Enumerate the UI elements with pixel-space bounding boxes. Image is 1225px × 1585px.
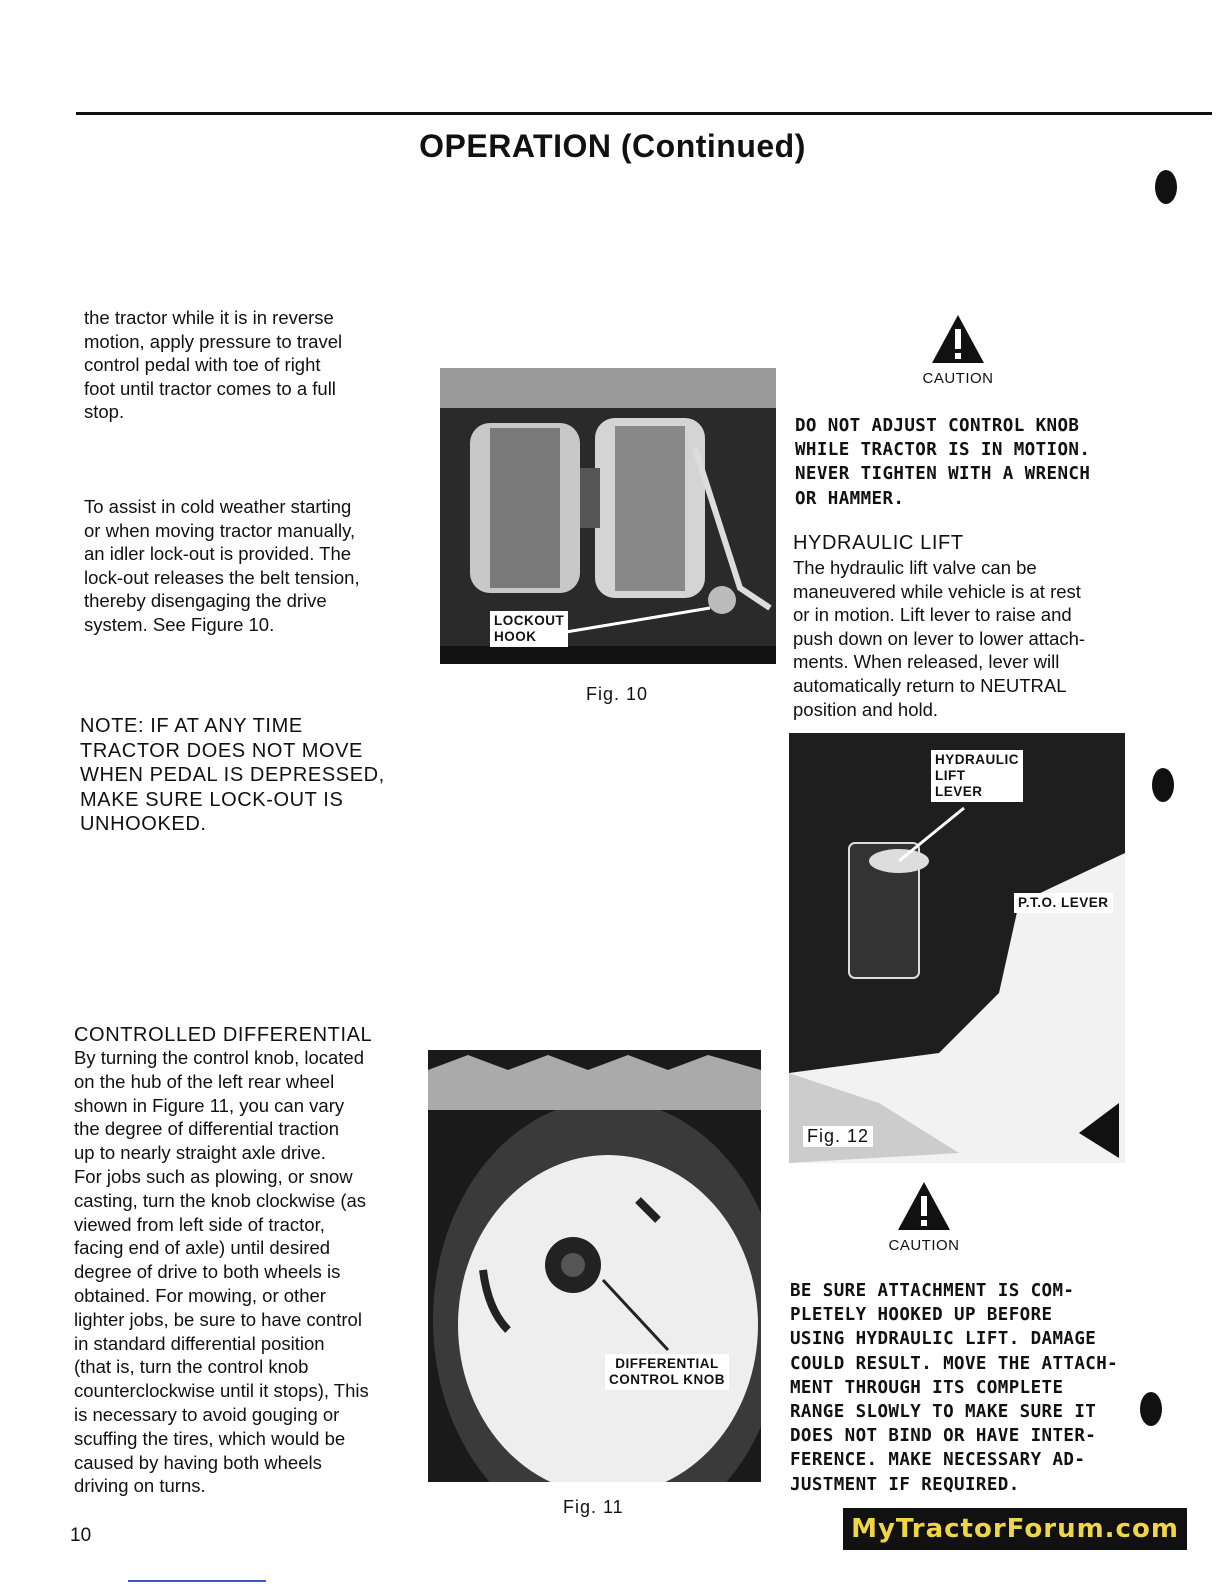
hydraulic-lift-heading: HYDRAULIC LIFT <box>793 532 964 554</box>
hydraulic-lift-lever-callout: HYDRAULIC LIFT LEVER <box>931 750 1023 802</box>
figure-11-photo <box>428 1050 761 1482</box>
caution-1 <box>898 313 1018 387</box>
figure-11-caption: Fig. 11 <box>563 1497 624 1517</box>
warning-triangle-icon <box>930 313 986 365</box>
figure-10-caption: Fig. 10 <box>586 684 649 704</box>
differential-heading: CONTROLLED DIFFERENTIAL <box>74 1024 373 1046</box>
figure-12-caption: Fig. 12 <box>803 1126 873 1147</box>
watermark-text: MyTractorForum.com <box>851 1514 1179 1544</box>
page-title: OPERATION (Continued) <box>419 128 806 164</box>
pto-lever-callout: P.T.O. LEVER <box>1014 893 1113 913</box>
page-number: 10 <box>70 1525 92 1546</box>
binder-hole-mark <box>1155 170 1177 204</box>
warning-triangle-icon <box>896 1180 952 1232</box>
watermark-logo[interactable] <box>843 1508 1187 1550</box>
binder-hole-mark <box>1152 768 1174 802</box>
caution-2-label: CAUTION <box>888 1237 960 1254</box>
tire-illustration <box>428 1050 761 1482</box>
caution-1-label: CAUTION <box>922 370 994 387</box>
note-paragraph: NOTE: IF AT ANY TIME TRACTOR DOES NOT MOVE WHEN PEDAL IS DEPRESSED, MAKE SURE LOCK-OUT IS UNHOOKED. <box>80 715 385 836</box>
caution-2 <box>864 1180 984 1254</box>
header-rule <box>76 112 1212 115</box>
binder-hole-mark <box>1140 1392 1162 1426</box>
caution-1-text: DO NOT ADJUST CONTROL KNOB WHILE TRACTOR IS IN MOTION. NEVER TIGHTEN WITH A WRENCH OR HAMMER. <box>795 416 1091 509</box>
differential-knob-callout: DIFFERENTIAL CONTROL KNOB <box>605 1354 729 1390</box>
idler-lockout-paragraph: To assist in cold weather starting or when moving tractor manually, an idler lock-out is provided. The lock-out releases the belt tension, thereby disengaging the drive system. See Figure 10. <box>84 496 360 635</box>
bottom-link-underline <box>128 1580 266 1582</box>
hydraulic-lift-paragraph: The hydraulic lift valve can be maneuvered while vehicle is at rest or in motion. Lift lever to raise and push down on lever to lower attach- ments. When released, lever will automatically return to NEUTRAL position and hold. <box>793 557 1086 720</box>
reverse-stop-paragraph: the tractor while it is in reverse motion, apply pressure to travel control pedal with toe of right foot until tractor comes to a full stop. <box>84 307 343 423</box>
lockout-hook-callout: LOCKOUT HOOK <box>490 611 568 647</box>
caution-2-text: BE SURE ATTACHMENT IS COM- PLETELY HOOKED UP BEFORE USING HYDRAULIC LIFT. DAMAGE COULD RESULT. MOVE THE ATTACH- MENT THROUGH ITS COMPLETE RANGE SLOWLY TO MAKE SURE IT DOES NOT BIND OR HAVE INTER- FERENCE. MAKE NECESSARY AD- JUSTMENT IF REQUIRED. <box>790 1281 1119 1495</box>
differential-paragraph: By turning the control knob, located on the hub of the left rear wheel shown in Figure 11, you can vary the degree of differential traction up to nearly straight axle drive. For jobs such as plowing, or snow casting, turn the knob clockwise (as viewed from left side of tractor, facing end of axle) until desired degree of drive to both wheels is obtained. For mowing, or other lighter jobs, be sure to have control in standard differential position (that is, turn the control knob counterclockwise until it stops), This is necessary to avoid gouging or scuffing the tires, which would be caused by having both wheels driving on turns. <box>74 1047 369 1497</box>
